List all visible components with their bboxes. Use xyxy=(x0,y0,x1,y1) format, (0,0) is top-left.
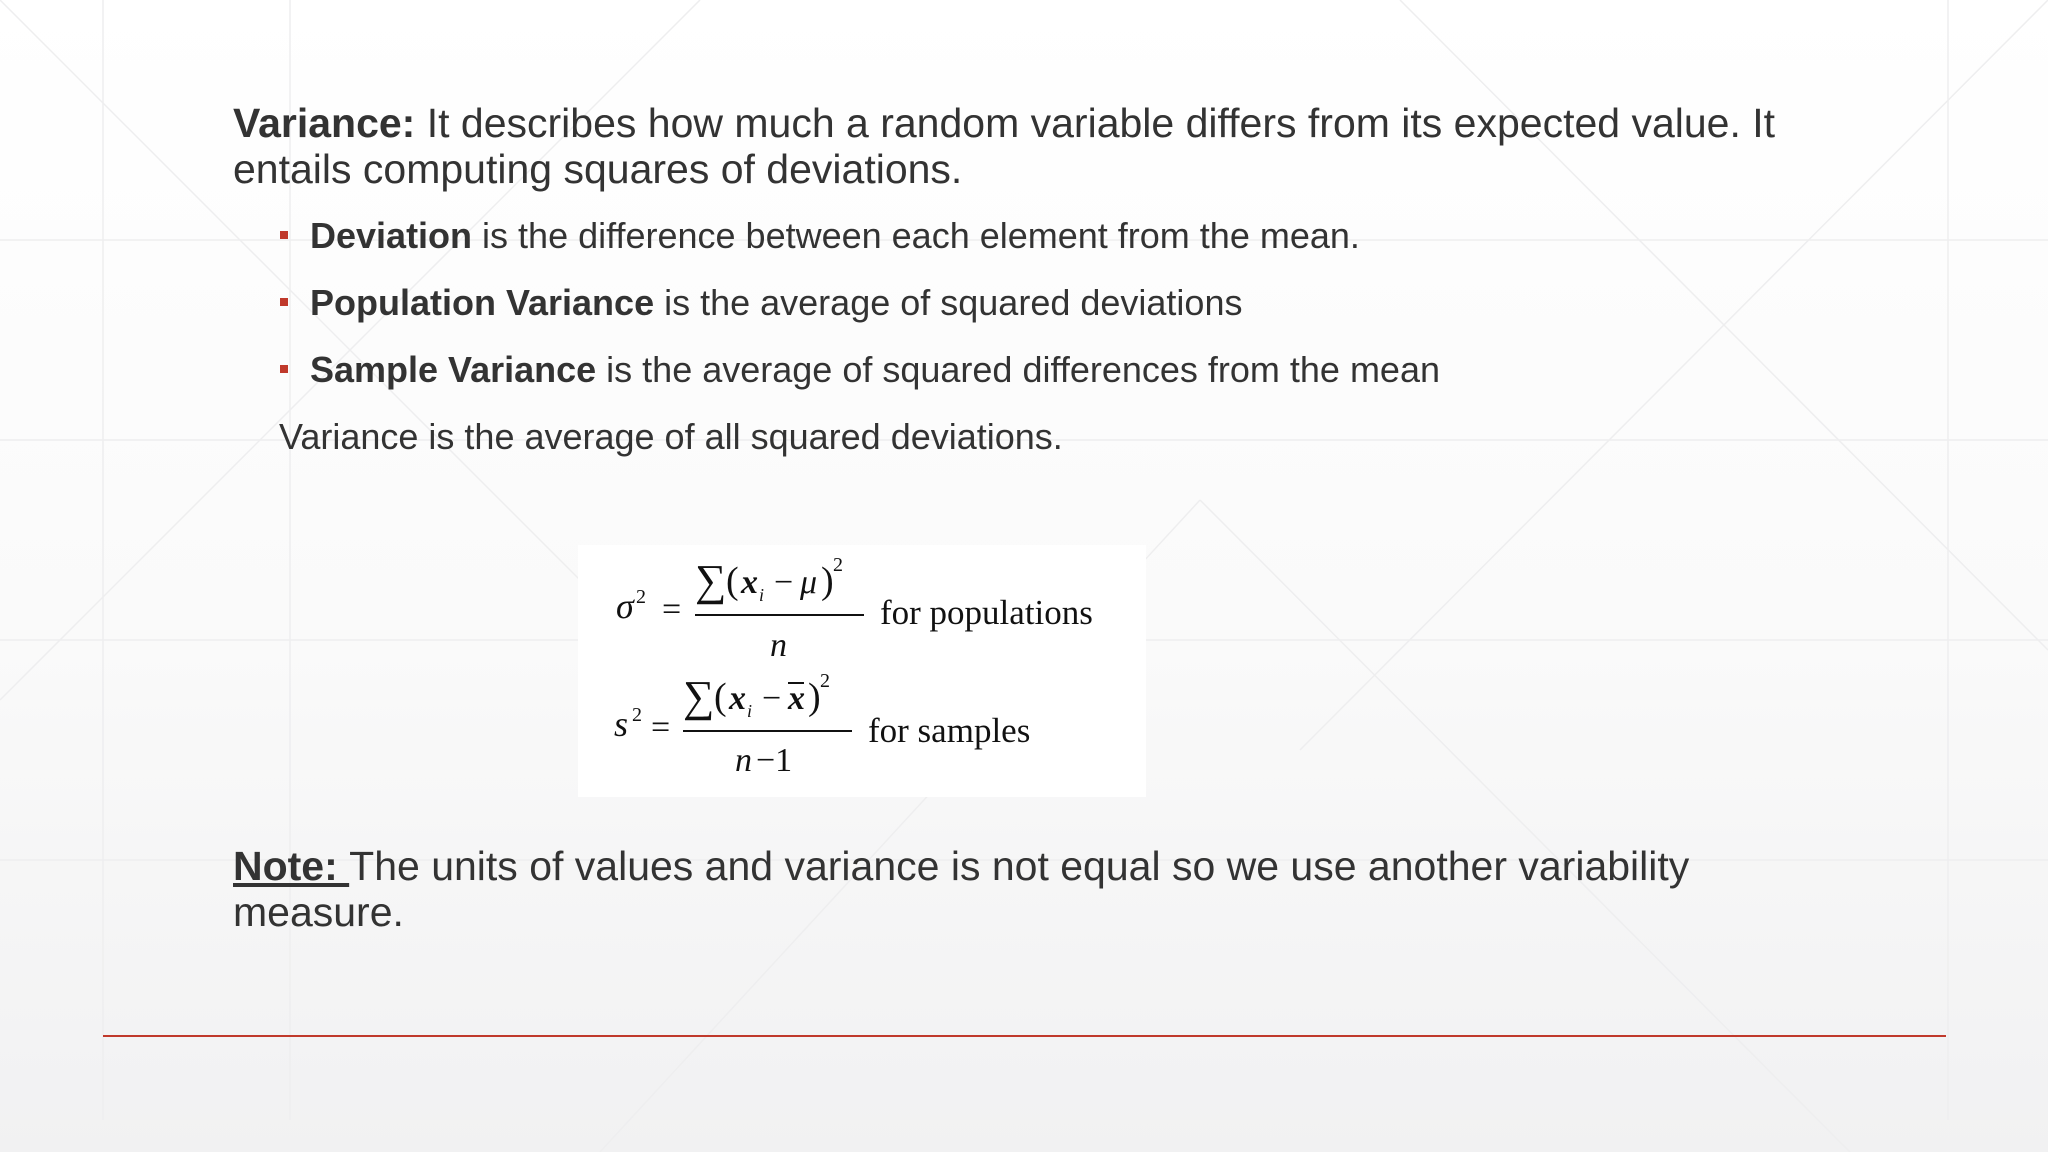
bullet-item-sample-variance xyxy=(280,348,1853,391)
sample-caption: for samples xyxy=(868,711,1031,750)
svg-text:=: = xyxy=(651,709,671,746)
bullet-marker-icon xyxy=(280,298,288,306)
bullet-term: Population Variance xyxy=(310,282,655,323)
svg-text:i: i xyxy=(747,701,753,721)
bullet-text: is the average of squared deviations xyxy=(654,282,1243,323)
note-text: The units of values and variance is not equal so we use another variability measure. xyxy=(233,843,1690,935)
note-paragraph xyxy=(233,843,1853,935)
bullet-item-population-variance xyxy=(280,281,1853,324)
svg-text:∑: ∑ xyxy=(683,672,715,721)
bullet-marker-icon xyxy=(280,231,288,239)
svg-text:−: − xyxy=(762,680,782,717)
svg-text:x: x xyxy=(788,680,805,717)
variance-summary: Variance is the average of all squared deviations. xyxy=(279,416,1063,457)
svg-text:σ: σ xyxy=(616,586,634,626)
svg-text:2: 2 xyxy=(820,670,830,692)
bullet-item-deviation xyxy=(280,214,1853,257)
footer-divider xyxy=(103,1035,1946,1037)
variance-definition xyxy=(233,100,1853,192)
slide-body xyxy=(233,100,1853,458)
svg-text:x: x xyxy=(741,564,758,601)
svg-text:): ) xyxy=(821,560,834,602)
svg-text:−: − xyxy=(774,564,794,601)
variance-term: Variance: xyxy=(233,100,416,146)
svg-text:(: ( xyxy=(714,676,727,718)
svg-text:s: s xyxy=(614,704,629,744)
bullet-marker-icon xyxy=(280,365,288,373)
svg-text:∑: ∑ xyxy=(695,556,727,605)
population-variance-formula xyxy=(616,554,1093,664)
svg-text:n: n xyxy=(735,742,752,779)
note-label: Note: xyxy=(233,843,350,889)
bullet-term: Deviation xyxy=(310,215,473,256)
svg-text:i: i xyxy=(759,585,765,605)
bullet-text: is the average of squared differences from the mean xyxy=(596,349,1440,390)
svg-text:): ) xyxy=(808,676,821,718)
svg-text:−1: −1 xyxy=(756,742,793,779)
svg-text:μ: μ xyxy=(800,564,818,601)
variance-definition-text: It describes how much a random variable differs from its expected value. It entails computing squares of deviations. xyxy=(233,100,1776,192)
svg-text:2: 2 xyxy=(636,586,646,608)
svg-text:(: ( xyxy=(726,560,739,602)
population-caption: for populations xyxy=(880,593,1093,632)
svg-text:2: 2 xyxy=(632,704,642,726)
svg-text:=: = xyxy=(662,591,682,628)
bullet-text: is the difference between each element from the mean. xyxy=(472,215,1360,256)
svg-text:n: n xyxy=(770,627,787,664)
bullet-list xyxy=(233,214,1853,391)
bullet-term: Sample Variance xyxy=(310,349,597,390)
sample-variance-formula xyxy=(614,670,1030,779)
svg-text:2: 2 xyxy=(833,554,843,576)
variance-formula-image xyxy=(578,545,1146,797)
svg-text:x: x xyxy=(729,680,746,717)
